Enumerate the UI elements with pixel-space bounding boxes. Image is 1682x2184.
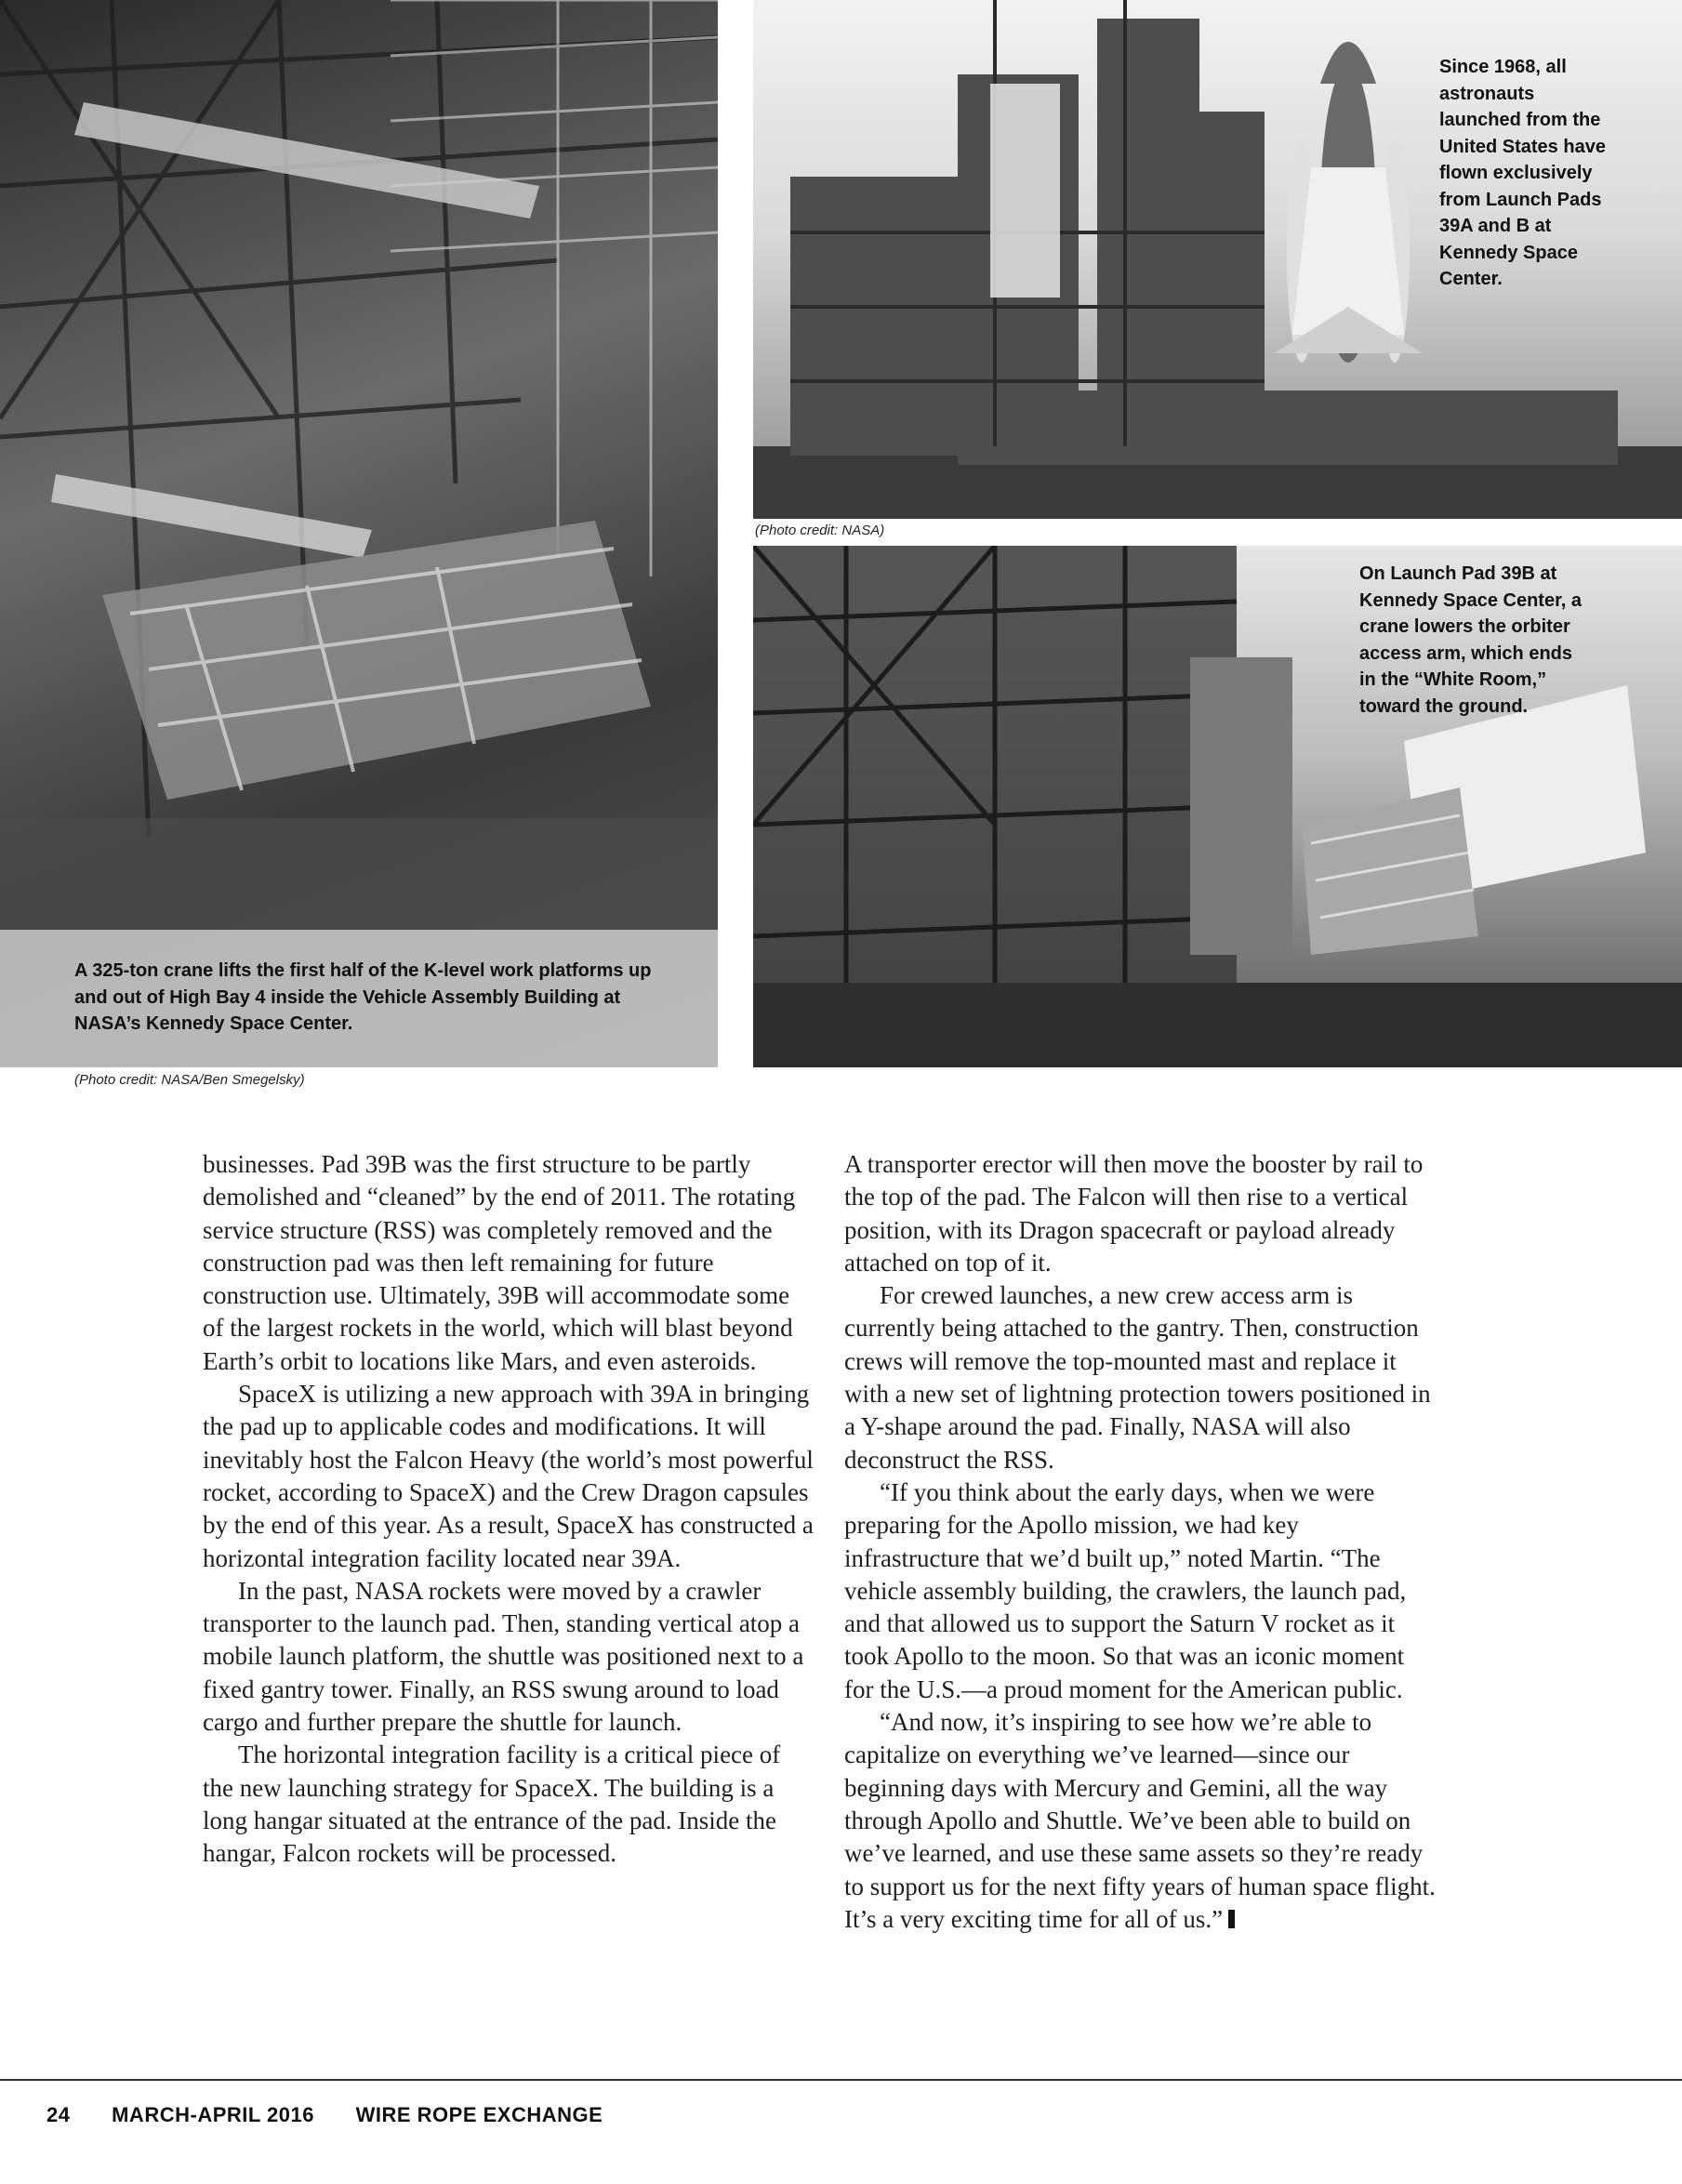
article-paragraph: The horizontal integration facility is a critical piece of the new launching strategy for SpaceX. The building is a long hangar situated at the entrance of the pad. Inside the hangar, Falcon rockets will be processed. — [203, 1741, 781, 1868]
issue-date: MARCH-APRIL 2016 — [112, 2103, 314, 2126]
article-column-right — [844, 1148, 1439, 1936]
footer-rule — [0, 2079, 1682, 2081]
article-paragraph: For crewed launches, a new crew access arm is currently being attached to the gantry. Then, construction crews will remove the top-mounted mast and replace it with a new set of lightning protection towers positioned in a Y-shape around the pad. Finally, NASA will also deconstruct the RSS. — [844, 1281, 1431, 1474]
publication-name: WIRE ROPE EXCHANGE — [355, 2103, 603, 2126]
photo-caption-crane: A 325-ton crane lifts the first half of the K-level work platforms up and out of High Bay 4 inside the Vehicle Assembly Building at NASA’s Kennedy Space Center. — [74, 960, 652, 1034]
photo-credit-smegelsky: (Photo credit: NASA/Ben Smegelsky) — [74, 1072, 305, 1088]
article-paragraph: businesses. Pad 39B was the first structure to be partly demolished and “cleaned” by the end of 2011. The rotating service structure (RSS) was completely removed and the construction pad was then left remaining for future construction use. Ultimately, 39B will accommodate some of the largest rockets in the world, which will blast beyond Earth’s orbit to locations like Mars, and even asteroids. — [203, 1150, 796, 1375]
page-number: 24 — [46, 2103, 71, 2126]
photo-crane-vab-art — [0, 0, 718, 1067]
page-footer — [46, 2103, 638, 2127]
article-paragraph: “If you think about the early days, when we were preparing for the Apollo mission, we had key infrastructure that we’d built up,” noted Martin. “The vehicle assembly building, the crawlers, the launch pad, and that allowed us to support the Saturn V rocket as it took Apollo to the moon. So that was an iconic moment for the U.S.—a proud moment for the American public. — [844, 1477, 1407, 1703]
article-paragraph-final-text: “And now, it’s inspiring to see how we’re able to capitalize on everything we’ve learned—since our beginning days with Mercury and Gemini, all the way through Apollo and Shuttle. We’ve been able to build on we’ve learned, and use these same assets so they’re ready to support us for the next fifty years of human space flight. It’s a very exciting time for all of us.” — [844, 1708, 1436, 1933]
photo-crane-vab — [0, 0, 718, 1067]
end-of-article-mark — [1228, 1910, 1235, 1928]
photo-credit-nasa: (Photo credit: NASA) — [755, 523, 885, 538]
article-paragraph: SpaceX is utilizing a new approach with 39A in bringing the pad up to applicable codes and modifications. It will inevitably host the Falcon Heavy (the world’s most powerful rocket, according to SpaceX) and the Crew Dragon capsules by the end of this year. As a result, SpaceX has constructed a horizontal integration facility located near 39A. — [203, 1380, 814, 1572]
article-paragraph: In the past, NASA rockets were moved by a crawler transporter to the launch pad. Then, standing vertical atop a mobile launch platform, the shuttle was positioned next to a fixed gantry tower. Finally, an RSS swung around to load cargo and further prepare the shuttle for launch. — [203, 1576, 804, 1737]
photo-caption-access-arm: On Launch Pad 39B at Kennedy Space Center, a crane lowers the orbiter access arm, which ends in the “White Room,” toward the ground. — [1359, 563, 1582, 717]
photo-caption-shuttle: Since 1968, all astronauts launched from the United States have flown exclusively from Launch Pads 39A and B at Kennedy Space Center. — [1439, 57, 1606, 289]
article-paragraph: A transporter erector will then move the booster by rail to the top of the pad. The Falcon will then rise to a vertical position, with its Dragon spacecraft or payload already attached on top of it. — [844, 1150, 1424, 1277]
article-paragraph-final — [844, 1706, 1439, 1936]
article-column-left — [203, 1148, 816, 1871]
